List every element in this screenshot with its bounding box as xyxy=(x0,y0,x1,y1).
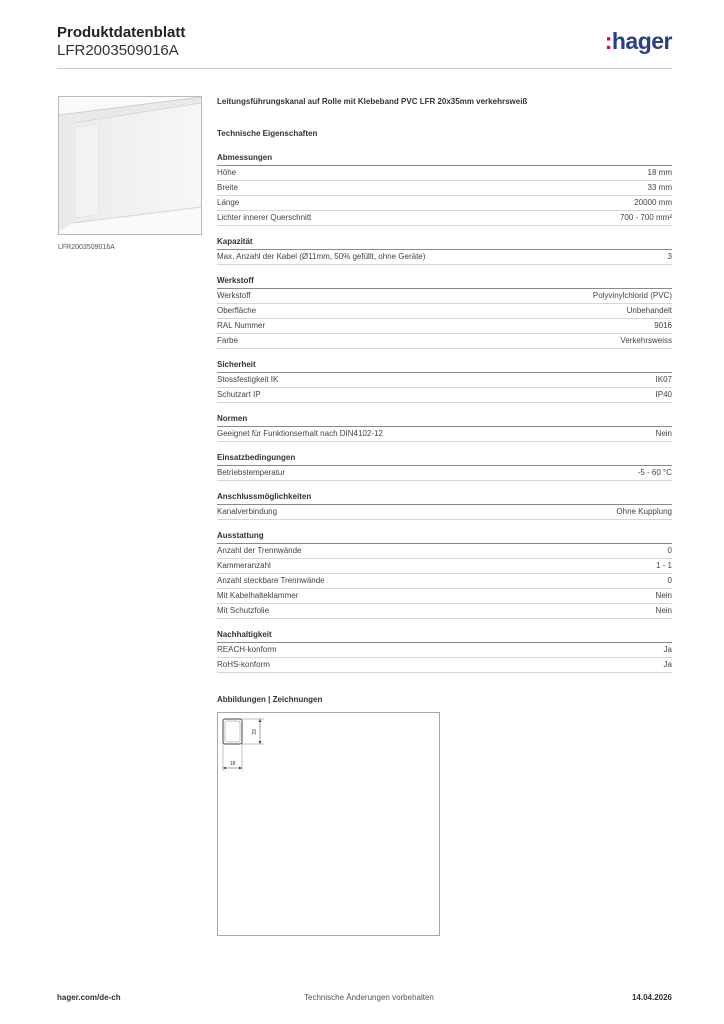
property-value: IK07 xyxy=(655,375,672,384)
footer-disclaimer: Technische Änderungen vorbehalten xyxy=(304,993,434,1002)
section-werkstoff xyxy=(217,276,672,349)
main-content xyxy=(217,97,672,936)
property-row xyxy=(217,466,672,481)
section-normen xyxy=(217,414,672,442)
properties-sections xyxy=(217,153,672,673)
property-label: Schutzart IP xyxy=(217,390,261,399)
image-caption: LFR2003509016A xyxy=(58,244,115,251)
property-label: Anzahl der Trennwände xyxy=(217,546,302,555)
property-row xyxy=(217,319,672,334)
section-title: Abmessungen xyxy=(217,153,672,166)
property-value: Verkehrsweiss xyxy=(620,336,672,345)
property-label: Länge xyxy=(217,198,240,207)
property-value: -5 - 60 °C xyxy=(637,468,672,477)
property-value: 700 - 700 mm² xyxy=(619,213,672,222)
property-value: 0 xyxy=(667,576,672,585)
property-label: Breite xyxy=(217,183,238,192)
property-value: 3 xyxy=(667,252,672,261)
product-name: Leitungsführungskanal auf Rolle mit Klebeband PVC LFR 20x35mm verkehrsweiß xyxy=(217,97,528,106)
property-value: Ja xyxy=(663,645,672,654)
section-ausstattung xyxy=(217,531,672,619)
property-label: Max. Anzahl der Kabel (Ø11mm, 50% gefüllt, ohne Geräte) xyxy=(217,252,426,261)
property-row xyxy=(217,559,672,574)
section-title: Einsatzbedingungen xyxy=(217,453,672,466)
page-header xyxy=(57,24,672,60)
property-value: 0 xyxy=(667,546,672,555)
property-label: Kanalverbindung xyxy=(217,507,278,516)
property-row xyxy=(217,574,672,589)
property-label: Stossfestigkeit IK xyxy=(217,375,279,384)
property-value: 33 mm xyxy=(647,183,672,192)
section-title: Anschlussmöglichkeiten xyxy=(217,492,672,505)
dim-height-label: 33 xyxy=(252,729,258,735)
property-label: Farbe xyxy=(217,336,238,345)
property-label: Mit Schutzfolie xyxy=(217,606,270,615)
section-title: Normen xyxy=(217,414,672,427)
property-label: RoHS-konform xyxy=(217,660,270,669)
section-title: Kapazität xyxy=(217,237,672,250)
property-value: 9016 xyxy=(654,321,672,330)
cable-duct-illustration xyxy=(59,97,201,234)
logo-text: hager xyxy=(611,28,672,54)
drawings-heading: Abbildungen | Zeichnungen xyxy=(217,695,323,704)
property-row xyxy=(217,604,672,619)
property-row xyxy=(217,211,672,226)
cross-section-drawing xyxy=(218,713,439,935)
section-einsatzbedingungen xyxy=(217,453,672,481)
section-title: Nachhaltigkeit xyxy=(217,630,672,643)
property-label: Anzahl steckbare Trennwände xyxy=(217,576,325,585)
property-row xyxy=(217,181,672,196)
property-label: Lichter innerer Querschnitt xyxy=(217,213,312,222)
property-value: Ohne Kupplung xyxy=(616,507,672,516)
section-title: Sicherheit xyxy=(217,360,672,373)
document-title: Produktdatenblatt xyxy=(57,24,186,41)
property-label: Kammeranzahl xyxy=(217,561,271,570)
property-row xyxy=(217,196,672,211)
property-value: 1 - 1 xyxy=(655,561,672,570)
property-row xyxy=(217,289,672,304)
section-kapazität xyxy=(217,237,672,265)
property-row xyxy=(217,388,672,403)
dim-width-label: 18 xyxy=(229,761,236,767)
property-row xyxy=(217,334,672,349)
header-divider xyxy=(57,68,672,69)
product-image xyxy=(58,96,202,235)
property-value: IP40 xyxy=(655,390,672,399)
property-value: Nein xyxy=(655,429,672,438)
property-value: 18 mm xyxy=(647,168,672,177)
property-row xyxy=(217,304,672,319)
footer-date: 14.04.2026 xyxy=(631,993,672,1002)
hager-logo: :hager xyxy=(604,28,672,54)
property-row xyxy=(217,505,672,520)
property-label: Geeignet für Funktionserhalt nach DIN4102-12 xyxy=(217,429,383,438)
property-row xyxy=(217,544,672,559)
property-label: Oberfläche xyxy=(217,306,257,315)
property-label: RAL Nummer xyxy=(217,321,266,330)
property-value: Unbehandelt xyxy=(626,306,672,315)
article-number: LFR2003509016A xyxy=(57,42,179,59)
property-row xyxy=(217,166,672,181)
property-row xyxy=(217,250,672,265)
property-value: Nein xyxy=(655,606,672,615)
footer-website: hager.com/de-ch xyxy=(57,993,121,1002)
property-value: Nein xyxy=(655,591,672,600)
property-label: Betriebstemperatur xyxy=(217,468,286,477)
section-anschlussmöglichkeiten xyxy=(217,492,672,520)
property-label: Höhe xyxy=(217,168,237,177)
property-value: Polyvinylchlorid (PVC) xyxy=(592,291,672,300)
property-row xyxy=(217,658,672,673)
section-nachhaltigkeit xyxy=(217,630,672,673)
section-title: Werkstoff xyxy=(217,276,672,289)
technical-properties-heading: Technische Eigenschaften xyxy=(217,129,318,138)
section-title: Ausstattung xyxy=(217,531,672,544)
section-abmessungen xyxy=(217,153,672,226)
property-label: REACH-konform xyxy=(217,645,277,654)
property-row xyxy=(217,589,672,604)
property-label: Mit Kabelhalteklammer xyxy=(217,591,299,600)
property-value: Ja xyxy=(663,660,672,669)
property-row xyxy=(217,643,672,658)
property-label: Werkstoff xyxy=(217,291,251,300)
section-sicherheit xyxy=(217,360,672,403)
property-row xyxy=(217,427,672,442)
technical-drawing xyxy=(217,712,440,936)
property-value: 20000 mm xyxy=(634,198,672,207)
property-row xyxy=(217,373,672,388)
